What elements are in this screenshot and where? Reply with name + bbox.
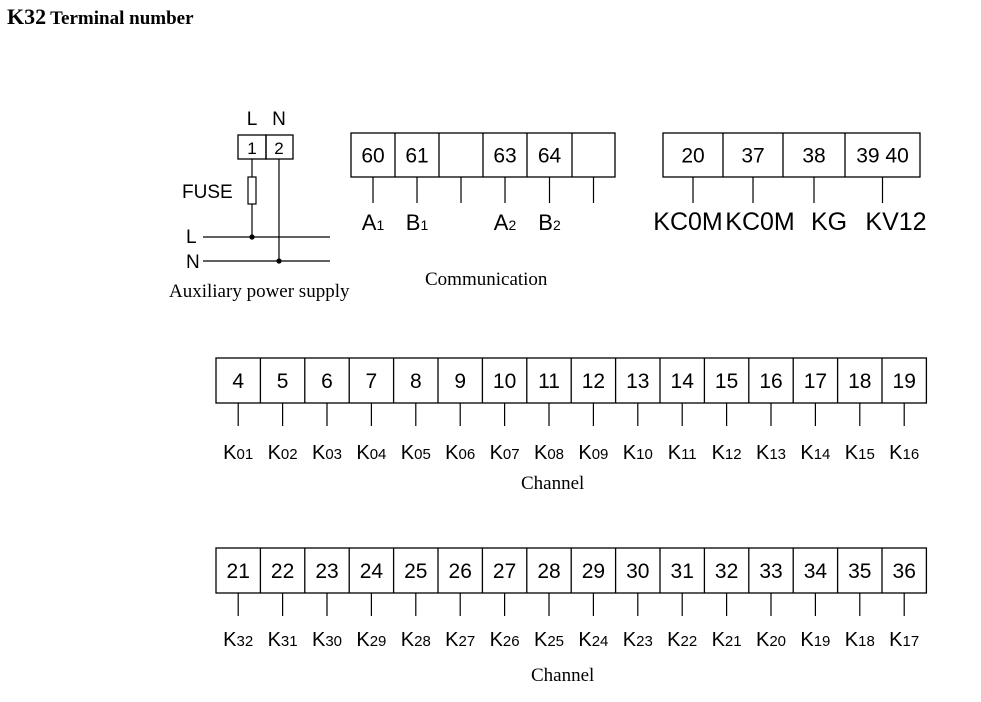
channel-1-terminal-6: 9: [454, 370, 467, 394]
channel-1-signal-2: [268, 442, 298, 464]
comm-signal-sub: 2: [552, 217, 561, 233]
aux-terminal-2: 37: [741, 144, 765, 168]
channel-1-signal-main: K: [800, 442, 814, 464]
channel-2-terminal-12: 32: [714, 560, 739, 584]
comm-signal-sub: 1: [420, 217, 429, 233]
channel-2-signal-11: [667, 629, 697, 651]
channel-2-terminal-4: 24: [359, 560, 384, 584]
channel-1-terminal-1: 4: [232, 370, 245, 394]
communication-caption: Communication: [425, 269, 548, 290]
channel-1-signal-sub: 15: [858, 446, 875, 463]
channel-1-signal-sub: 04: [369, 446, 387, 463]
channel-2-signal-sub: 30: [325, 633, 343, 650]
line-label-n: N: [186, 252, 200, 273]
channel-row-2-strip: [216, 548, 926, 651]
channel-2-signal-main: K: [622, 629, 637, 651]
channel-1-signal-15: [845, 442, 875, 464]
channel-2-signal-3: [312, 629, 342, 651]
channel-2-signal-main: K: [400, 629, 415, 651]
comm-signal-4: [494, 210, 517, 235]
channel-2-signal-sub: 19: [813, 633, 831, 650]
channel-2-signal-main: K: [356, 629, 370, 651]
model-name: K32: [7, 4, 47, 29]
channel-2-terminal-6: 26: [448, 560, 472, 584]
channel-2-signal-main: K: [889, 629, 903, 651]
channel-2-signal-main: K: [223, 629, 237, 651]
channel-1-terminal-4: 7: [365, 370, 378, 394]
channel-2-terminal-11: 31: [670, 560, 694, 584]
channel-1-signal-3: [312, 442, 342, 464]
channel-1-signal-10: [623, 442, 653, 464]
channel-2-signal-16: [889, 629, 919, 651]
communication-terminal-strip: [351, 133, 615, 235]
channel-2-terminal-3: 23: [315, 560, 339, 584]
channel-2-signal-5: [401, 629, 431, 651]
aux-signal-4: KV12: [865, 208, 927, 236]
channel-1-signal-main: K: [711, 442, 725, 464]
channel-1-signal-sub: 08: [547, 446, 565, 463]
channel-1-signal-sub: 06: [458, 446, 476, 463]
channel-2-terminal-14: 34: [803, 560, 828, 584]
channel-2-signal-15: [845, 629, 875, 651]
channel-2-signal-sub: 18: [858, 633, 875, 650]
channel-2-terminal-5: 25: [404, 560, 428, 584]
channel-2-signal-sub: 25: [547, 633, 565, 650]
channel-1-terminal-2: 5: [276, 370, 289, 394]
channel-1-signal-main: K: [667, 442, 682, 464]
channel-1-terminal-11: 14: [670, 370, 694, 394]
comm-signal-main: B: [405, 210, 421, 235]
channel-2-signal-main: K: [533, 629, 548, 651]
power-caption: Auxiliary power supply: [169, 281, 350, 302]
channel-1-signal-14: [800, 442, 830, 464]
channel-2-signal-main: K: [445, 629, 459, 651]
channel-2-signal-main: K: [578, 629, 592, 651]
power-terminal-1: 1: [247, 139, 257, 158]
comm-terminal-2: 61: [405, 144, 429, 168]
aux-terminal-4: 39 40: [856, 144, 909, 168]
channel-1-terminal-10: 13: [626, 370, 650, 394]
channel-2-terminal-7: 27: [492, 560, 517, 584]
line-label-l: L: [186, 227, 197, 248]
channel-2-signal-sub: 17: [902, 633, 920, 650]
aux-signal-2: KC0M: [725, 208, 795, 236]
channel-1-signal-main: K: [489, 442, 503, 464]
channel-1-signal-sub: 02: [280, 446, 298, 463]
channel-2-terminal-9: 29: [581, 560, 606, 584]
channel-1-signal-4: [356, 442, 386, 464]
channel-1-terminal-14: 17: [803, 370, 828, 394]
channel-2-signal-sub: 22: [680, 633, 698, 650]
channel-2-signal-2: [268, 629, 298, 651]
channel-2-signal-6: [445, 629, 475, 651]
channel-1-signal-main: K: [267, 442, 281, 464]
channel-2-signal-sub: 21: [724, 633, 742, 650]
comm-terminal-4: 63: [493, 144, 517, 168]
aux-signal-1: KC0M: [653, 208, 723, 236]
channel-2-signal-sub: 32: [236, 633, 254, 650]
channel-2-terminal-15: 35: [848, 560, 872, 584]
channel-1-signal-12: [712, 442, 742, 464]
comm-signal-main: B: [538, 210, 553, 235]
channel-2-signal-4: [356, 629, 386, 651]
channel-2-terminal-1: 21: [226, 560, 250, 584]
channel-1-signal-main: K: [578, 442, 592, 464]
channel-1-signal-main: K: [223, 442, 237, 464]
channel-1-signal-main: K: [755, 442, 770, 464]
channel-row-2-caption: Channel: [531, 665, 595, 686]
channel-2-signal-1: [223, 629, 253, 651]
channel-1-terminal-5: 8: [409, 370, 422, 394]
channel-2-signal-main: K: [489, 629, 503, 651]
channel-2-signal-main: K: [311, 629, 326, 651]
channel-1-signal-sub: 07: [502, 446, 520, 463]
fuse-label: FUSE: [182, 182, 233, 203]
channel-2-signal-sub: 31: [280, 633, 298, 650]
comm-signal-2: [406, 210, 429, 235]
channel-1-terminal-13: 16: [759, 370, 783, 394]
channel-1-signal-8: [534, 442, 564, 464]
comm-signal-5: [538, 210, 561, 235]
comm-signal-1: [362, 210, 385, 235]
channel-1-signal-6: [445, 442, 475, 464]
channel-2-signal-9: [578, 629, 608, 651]
power-supply-group: [182, 109, 330, 273]
channel-1-signal-sub: 14: [813, 446, 831, 463]
aux-terminal-1: 20: [681, 144, 705, 168]
channel-2-terminal-2: 22: [270, 560, 295, 584]
channel-1-signal-sub: 05: [414, 446, 431, 463]
channel-row-1-strip: [216, 358, 926, 464]
channel-2-signal-sub: 20: [769, 633, 787, 650]
channel-1-terminal-12: 15: [714, 370, 739, 394]
channel-1-signal-main: K: [533, 442, 548, 464]
channel-2-signal-8: [534, 629, 564, 651]
channel-1-terminal-15: 18: [848, 370, 872, 394]
aux-terminal-3: 38: [802, 144, 826, 168]
channel-1-signal-sub: 09: [591, 446, 609, 463]
channel-1-signal-1: [223, 442, 253, 464]
channel-2-signal-main: K: [667, 629, 681, 651]
power-terminal-2: 2: [274, 139, 284, 158]
comm-signal-sub: 2: [508, 217, 517, 233]
comm-signal-sub: 1: [376, 217, 385, 233]
channel-2-signal-main: K: [800, 629, 814, 651]
channel-2-signal-14: [800, 629, 830, 651]
channel-1-signal-main: K: [622, 442, 637, 464]
channel-2-signal-sub: 26: [502, 633, 520, 650]
channel-2-signal-main: K: [267, 629, 281, 651]
channel-2-terminal-13: 33: [759, 560, 783, 584]
aux-terminal-strip: [653, 133, 926, 236]
channel-2-terminal-10: 30: [626, 560, 650, 584]
fuse-symbol: [248, 177, 256, 204]
channel-1-signal-main: K: [844, 442, 859, 464]
channel-1-signal-sub: 16: [902, 446, 920, 463]
channel-1-terminal-8: 11: [538, 370, 560, 394]
comm-terminal-5: 64: [537, 144, 562, 168]
comm-terminal-1: 60: [361, 144, 385, 168]
channel-2-terminal-16: 36: [892, 560, 916, 584]
channel-1-signal-sub: 13: [769, 446, 787, 463]
channel-1-signal-main: K: [889, 442, 903, 464]
channel-1-terminal-3: 6: [321, 370, 333, 394]
channel-1-terminal-9: 12: [581, 370, 606, 394]
channel-1-signal-sub: 12: [724, 446, 742, 463]
channel-2-signal-sub: 28: [414, 633, 431, 650]
channel-2-signal-sub: 27: [458, 633, 476, 650]
channel-1-signal-main: K: [400, 442, 415, 464]
channel-2-signal-12: [712, 629, 742, 651]
channel-2-signal-sub: 29: [369, 633, 387, 650]
channel-1-signal-11: [668, 442, 697, 464]
channel-1-signal-16: [889, 442, 919, 464]
channel-1-signal-main: K: [356, 442, 370, 464]
channel-2-signal-main: K: [755, 629, 770, 651]
channel-1-signal-sub: 01: [236, 446, 254, 463]
aux-signal-3: KG: [810, 208, 848, 236]
channel-2-terminal-8: 28: [537, 560, 561, 584]
channel-2-signal-sub: 24: [591, 633, 609, 650]
channel-1-signal-main: K: [311, 442, 326, 464]
channel-2-signal-main: K: [711, 629, 725, 651]
channel-2-signal-main: K: [844, 629, 859, 651]
channel-2-signal-7: [490, 629, 520, 651]
channel-1-terminal-7: 10: [492, 370, 517, 394]
comm-signal-main: A: [361, 210, 377, 235]
power-header-l: L: [246, 109, 258, 130]
channel-1-signal-sub: 10: [636, 446, 653, 463]
power-header-n: N: [272, 109, 286, 130]
comm-signal-main: A: [493, 210, 509, 235]
channel-1-terminal-16: 19: [892, 370, 916, 394]
channel-2-signal-13: [756, 629, 786, 651]
channel-1-signal-main: K: [445, 442, 459, 464]
channel-1-signal-13: [756, 442, 786, 464]
channel-row-1-caption: Channel: [521, 473, 585, 494]
channel-1-signal-7: [490, 442, 520, 464]
channel-1-signal-5: [401, 442, 431, 464]
channel-1-signal-9: [578, 442, 608, 464]
channel-1-signal-sub: 03: [325, 446, 343, 463]
channel-2-signal-sub: 23: [636, 633, 653, 650]
channel-1-signal-sub: 11: [681, 446, 697, 463]
channel-2-signal-10: [623, 629, 653, 651]
title-text: Terminal number: [50, 8, 194, 29]
